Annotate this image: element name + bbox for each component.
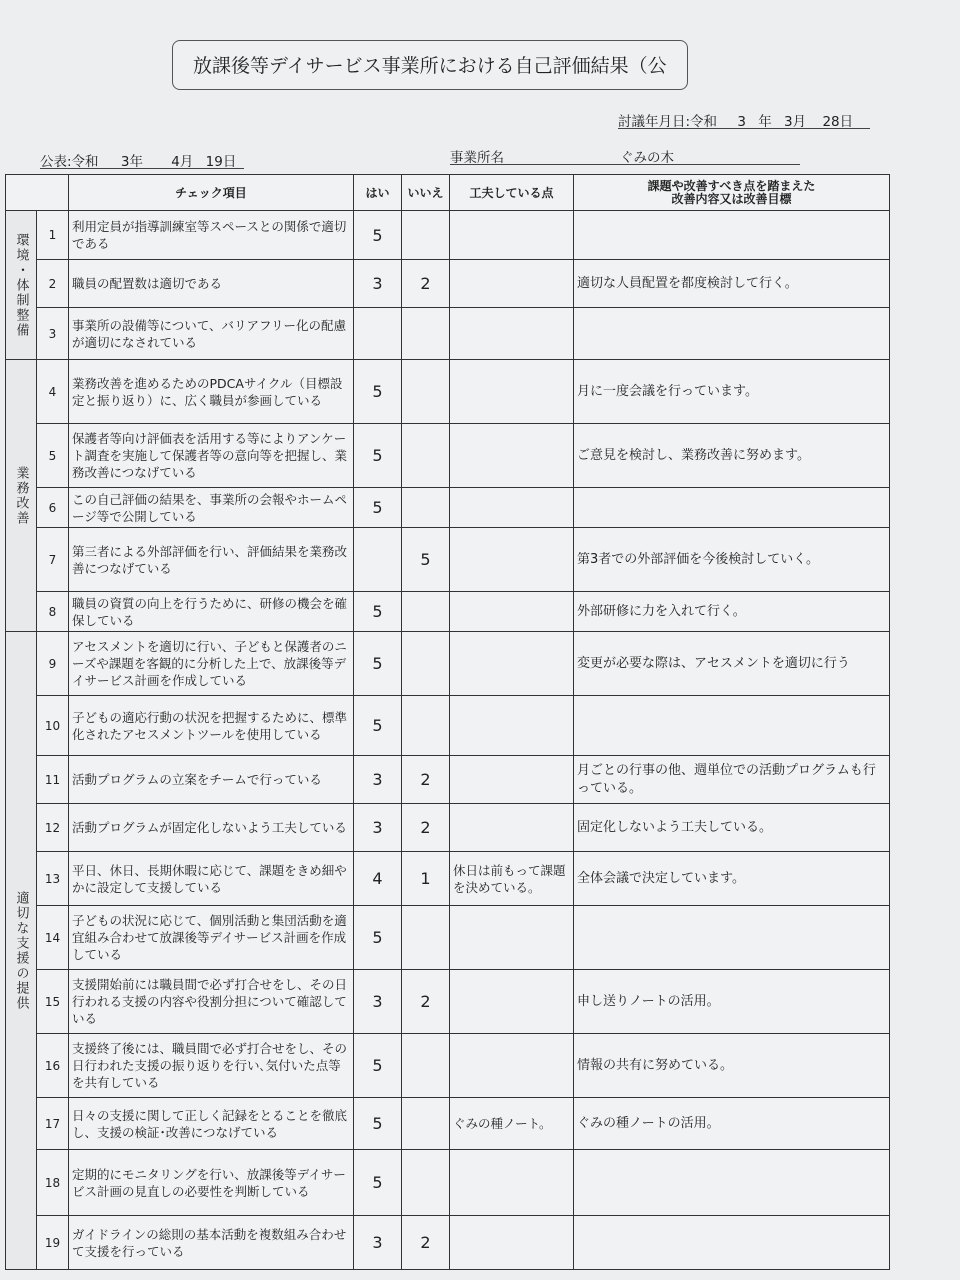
- no-count: [402, 1150, 450, 1216]
- yes-count: 5: [354, 906, 402, 970]
- row-number: 18: [37, 1150, 69, 1216]
- discussion-date: [618, 110, 853, 130]
- category-label: 環境・体制整備: [6, 211, 37, 360]
- row-number: 9: [37, 632, 69, 696]
- check-item-text: 支援開始前には職員間で必ず打合せをし、その日行われる支援の内容や役割分担について確認している: [69, 970, 354, 1034]
- yes-count: 5: [354, 1098, 402, 1150]
- header-improvement-line1: 課題や改善すべき点を踏まえた: [647, 178, 816, 193]
- row-number: 12: [37, 804, 69, 852]
- yes-count: 5: [354, 424, 402, 488]
- row-number: 3: [37, 308, 69, 360]
- improvement-text: [574, 906, 890, 970]
- effort-text: 休日は前もって課題を決めている。: [450, 852, 574, 906]
- improvement-text: [574, 488, 890, 528]
- no-count: 2: [402, 260, 450, 308]
- effort-text: [450, 528, 574, 592]
- check-item-text: 利用定員が指導訓練室等スペースとの関係で適切である: [69, 211, 354, 260]
- office-label: 事業所名: [450, 150, 504, 166]
- check-item-text: 事業所の設備等について、バリアフリー化の配慮が適切になされている: [69, 308, 354, 360]
- improvement-text: 月に一度会議を行っています。: [574, 360, 890, 424]
- no-count: 2: [402, 804, 450, 852]
- check-item-text: アセスメントを適切に行い、子どもと保護者のニーズや課題を客観的に分析した上で、放課後等デイサービス計画を作成している: [69, 632, 354, 696]
- improvement-text: [574, 696, 890, 756]
- no-count: [402, 632, 450, 696]
- no-count: [402, 1098, 450, 1150]
- row-number: 7: [37, 528, 69, 592]
- effort-text: [450, 906, 574, 970]
- table-row: [6, 756, 890, 804]
- yes-count: 5: [354, 696, 402, 756]
- evaluation-table: [5, 174, 890, 1270]
- effort-text: ぐみの種ノート。: [450, 1098, 574, 1150]
- effort-text: [450, 424, 574, 488]
- improvement-text: 外部研修に力を入れて行く。: [574, 592, 890, 632]
- yes-count: 5: [354, 488, 402, 528]
- row-number: 11: [37, 756, 69, 804]
- table-row: [6, 852, 890, 906]
- table-row: [6, 528, 890, 592]
- improvement-text: 変更が必要な際は、アセスメントを適切に行う: [574, 632, 890, 696]
- no-count: [402, 906, 450, 970]
- effort-text: [450, 1150, 574, 1216]
- check-item-text: 保護者等向け評価表を活用する等によりアンケート調査を実施して保護者等の意向等を把握し、業務改善につなげている: [69, 424, 354, 488]
- header-no: いいえ: [402, 175, 450, 211]
- row-number: 13: [37, 852, 69, 906]
- no-count: 2: [402, 756, 450, 804]
- discussion-day: 28日: [822, 114, 854, 130]
- row-number: 8: [37, 592, 69, 632]
- discussion-month: 3月: [784, 114, 807, 130]
- improvement-text: 申し送りノートの活用。: [574, 970, 890, 1034]
- header-yes: はい: [354, 175, 402, 211]
- row-number: 15: [37, 970, 69, 1034]
- discussion-underline: [618, 128, 870, 129]
- effort-text: [450, 970, 574, 1034]
- check-item-text: 支援終了後には、職員間で必ず打合せをし、その日行われた支援の振り返りを行い､気付いた点等を共有している: [69, 1034, 354, 1098]
- check-item-text: ガイドラインの総則の基本活動を複数組み合わせて支援を行っている: [69, 1216, 354, 1270]
- improvement-text: [574, 308, 890, 360]
- no-count: [402, 211, 450, 260]
- improvement-text: [574, 1216, 890, 1270]
- row-number: 16: [37, 1034, 69, 1098]
- improvement-text: 適切な人員配置を都度検討して行く。: [574, 260, 890, 308]
- improvement-text: [574, 211, 890, 260]
- check-item-text: 子どもの状況に応じて、個別活動と集団活動を適宜組み合わせて放課後等デイサービス計画を作成している: [69, 906, 354, 970]
- table-row: [6, 1034, 890, 1098]
- discussion-year: 3: [737, 114, 746, 130]
- row-number: 4: [37, 360, 69, 424]
- header-row: [6, 175, 890, 211]
- no-count: [402, 1034, 450, 1098]
- effort-text: [450, 1216, 574, 1270]
- improvement-text: 月ごとの行事の他、週単位での活動プログラムも行っている。: [574, 756, 890, 804]
- yes-count: 4: [354, 852, 402, 906]
- discussion-year-unit: 年: [758, 114, 772, 130]
- yes-count: 5: [354, 1150, 402, 1216]
- no-count: 2: [402, 970, 450, 1034]
- no-count: [402, 592, 450, 632]
- office-value: ぐみの木: [620, 150, 674, 166]
- table-row: [6, 1150, 890, 1216]
- row-number: 14: [37, 906, 69, 970]
- category-label: 適切な支援の提供: [6, 632, 37, 1270]
- publication-date-label: 公表:令和: [40, 154, 99, 170]
- effort-text: [450, 696, 574, 756]
- check-item-text: 職員の資質の向上を行うために、研修の機会を確保している: [69, 592, 354, 632]
- table-row: [6, 696, 890, 756]
- table-row: [6, 632, 890, 696]
- effort-text: [450, 260, 574, 308]
- check-item-text: 日々の支援に関して正しく記録をとることを徹底し、支援の検証･改善につなげている: [69, 1098, 354, 1150]
- table-row: [6, 970, 890, 1034]
- no-count: [402, 424, 450, 488]
- table-row: [6, 1216, 890, 1270]
- effort-text: [450, 488, 574, 528]
- check-item-text: 業務改善を進めるためのPDCAサイクル（目標設定と振り返り）に、広く職員が参画している: [69, 360, 354, 424]
- table-row: [6, 592, 890, 632]
- improvement-text: ご意見を検討し、業務改善に努めます。: [574, 424, 890, 488]
- table-row: [6, 488, 890, 528]
- no-count: 2: [402, 1216, 450, 1270]
- document-title: 放課後等デイサービス事業所における自己評価結果（公: [172, 40, 688, 90]
- effort-text: [450, 211, 574, 260]
- table-row: [6, 360, 890, 424]
- yes-count: 3: [354, 756, 402, 804]
- category-label: 業務改善: [6, 360, 37, 632]
- no-count: [402, 488, 450, 528]
- publication-day: 19日: [205, 154, 237, 170]
- row-number: 17: [37, 1098, 69, 1150]
- row-number: 6: [37, 488, 69, 528]
- improvement-text: 第3者での外部評価を今後検討していく。: [574, 528, 890, 592]
- effort-text: [450, 756, 574, 804]
- yes-count: 3: [354, 1216, 402, 1270]
- yes-count: 5: [354, 1034, 402, 1098]
- yes-count: [354, 528, 402, 592]
- table-row: [6, 906, 890, 970]
- row-number: 5: [37, 424, 69, 488]
- improvement-text: [574, 1150, 890, 1216]
- effort-text: [450, 360, 574, 424]
- header-blank: [6, 175, 69, 211]
- publication-underline: [40, 168, 244, 169]
- yes-count: 5: [354, 360, 402, 424]
- no-count: 5: [402, 528, 450, 592]
- table-row: [6, 260, 890, 308]
- row-number: 1: [37, 211, 69, 260]
- publication-year: 3年: [120, 154, 143, 170]
- effort-text: [450, 592, 574, 632]
- no-count: 1: [402, 852, 450, 906]
- check-item-text: 子どもの適応行動の状況を把握するために、標準化されたアセスメントツールを使用している: [69, 696, 354, 756]
- header-improvement: [574, 175, 890, 211]
- table-row: [6, 1098, 890, 1150]
- effort-text: [450, 1034, 574, 1098]
- yes-count: 3: [354, 804, 402, 852]
- effort-text: [450, 804, 574, 852]
- yes-count: [354, 308, 402, 360]
- office-name: [450, 146, 800, 165]
- no-count: [402, 360, 450, 424]
- check-item-text: 職員の配置数は適切である: [69, 260, 354, 308]
- header-check-item: チェック項目: [69, 175, 354, 211]
- yes-count: 5: [354, 211, 402, 260]
- effort-text: [450, 308, 574, 360]
- table-row: [6, 211, 890, 260]
- yes-count: 3: [354, 260, 402, 308]
- check-item-text: 活動プログラムの立案をチームで行っている: [69, 756, 354, 804]
- discussion-date-label: 討議年月日:令和: [618, 114, 718, 130]
- check-item-text: この自己評価の結果を、事業所の会報やホームページ等で公開している: [69, 488, 354, 528]
- publication-month: 4月: [171, 154, 194, 170]
- check-item-text: 活動プログラムが固定化しないよう工夫している: [69, 804, 354, 852]
- improvement-text: ぐみの種ノートの活用。: [574, 1098, 890, 1150]
- check-item-text: 定期的にモニタリングを行い、放課後等デイサービス計画の見直しの必要性を判断している: [69, 1150, 354, 1216]
- table-row: [6, 804, 890, 852]
- yes-count: 5: [354, 632, 402, 696]
- table-row: [6, 424, 890, 488]
- header-effort: 工夫している点: [450, 175, 574, 211]
- table-row: [6, 308, 890, 360]
- improvement-text: 固定化しないよう工夫している。: [574, 804, 890, 852]
- improvement-text: 情報の共有に努めている。: [574, 1034, 890, 1098]
- row-number: 10: [37, 696, 69, 756]
- no-count: [402, 696, 450, 756]
- row-number: 19: [37, 1216, 69, 1270]
- no-count: [402, 308, 450, 360]
- improvement-text: 全体会議で決定しています。: [574, 852, 890, 906]
- check-item-text: 第三者による外部評価を行い、評価結果を業務改善につなげている: [69, 528, 354, 592]
- check-item-text: 平日、休日、長期休暇に応じて、課題をきめ細やかに設定して支援している: [69, 852, 354, 906]
- yes-count: 5: [354, 592, 402, 632]
- effort-text: [450, 632, 574, 696]
- header-improvement-line2: 改善内容又は改善目標: [671, 191, 792, 206]
- row-number: 2: [37, 260, 69, 308]
- yes-count: 3: [354, 970, 402, 1034]
- publication-date: [40, 150, 236, 170]
